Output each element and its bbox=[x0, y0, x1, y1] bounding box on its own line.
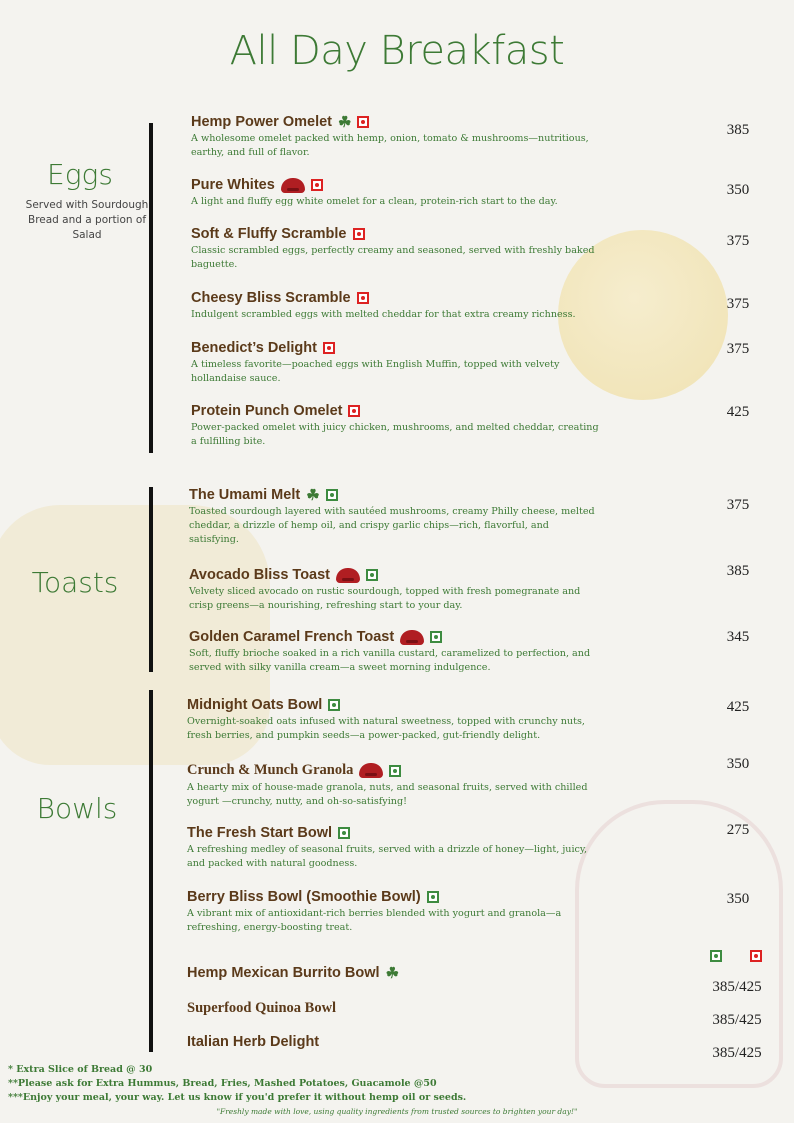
item-price: 375 bbox=[726, 341, 750, 357]
non-veg-icon bbox=[323, 342, 335, 354]
footer-note-2: **Please ask for Extra Hummus, Bread, Fries, Mashed Potatoes, Guacamole @50 bbox=[8, 1078, 437, 1089]
item-name bbox=[191, 226, 601, 242]
item-price: 385/425 bbox=[712, 1045, 762, 1061]
menu-item bbox=[191, 114, 601, 160]
item-name bbox=[187, 889, 597, 905]
item-price: 375 bbox=[726, 296, 750, 312]
item-name-text: Italian Herb Delight bbox=[187, 1034, 320, 1050]
menu-item bbox=[187, 762, 597, 809]
item-price: 350 bbox=[726, 182, 750, 198]
section-title-toasts: Toasts bbox=[31, 566, 119, 599]
item-name bbox=[191, 177, 601, 193]
menu-item bbox=[187, 697, 597, 743]
non-veg-icon bbox=[311, 179, 323, 191]
section-subtitle-eggs: Served with Sourdough Bread and a portion of Salad bbox=[25, 199, 149, 241]
section-title-bowls: Bowls bbox=[36, 792, 118, 825]
item-name-text: Pure Whites bbox=[191, 177, 275, 193]
hemp-leaf-icon: ☘ bbox=[306, 486, 320, 504]
eggs-divider bbox=[149, 123, 153, 453]
item-description: Velvety sliced avocado on rustic sourdough, topped with fresh pomegranate and crisp greens—a nourishing, refreshing start to your day. bbox=[189, 586, 581, 611]
menu-item bbox=[187, 1034, 597, 1050]
non-veg-icon bbox=[357, 116, 369, 128]
item-price: 275 bbox=[726, 822, 750, 838]
chef-hat-icon bbox=[281, 178, 305, 193]
closing-quote: "Freshly made with love, using quality ingredients from trusted sources to brighten your day!" bbox=[216, 1107, 578, 1116]
item-name bbox=[187, 1000, 597, 1017]
chef-hat-icon bbox=[400, 630, 424, 645]
item-description: A wholesome omelet packed with hemp, onion, tomato & mushrooms—nutritious, earthy, and full of flavor. bbox=[191, 133, 589, 158]
item-description: Toasted sourdough layered with sautéed mushrooms, creamy Philly cheese, melted cheddar, a drizzle of hemp oil, and crispy garlic chips—rich, flavorful, and satisfying. bbox=[189, 506, 595, 545]
menu-item bbox=[191, 226, 601, 272]
item-name-text: Crunch & Munch Granola bbox=[187, 762, 354, 778]
item-name bbox=[191, 114, 601, 130]
footer-note-1: * Extra Slice of Bread @ 30 bbox=[8, 1064, 153, 1075]
item-description: Indulgent scrambled eggs with melted cheddar for that extra creamy richness. bbox=[191, 309, 576, 320]
menu-item bbox=[187, 965, 597, 981]
item-name-text: Midnight Oats Bowl bbox=[187, 697, 323, 713]
item-price: 350 bbox=[726, 891, 750, 907]
veg-icon bbox=[366, 569, 378, 581]
item-name bbox=[191, 340, 601, 356]
menu-item bbox=[187, 889, 597, 935]
item-name-text: Golden Caramel French Toast bbox=[189, 629, 395, 645]
menu-item bbox=[191, 340, 601, 386]
footer-note-3: ***Enjoy your meal, your way. Let us know if you'd prefer it without hemp oil or seeds. bbox=[8, 1092, 467, 1103]
veg-icon bbox=[430, 631, 442, 643]
item-price: 425 bbox=[726, 404, 750, 420]
item-price: 375 bbox=[726, 233, 750, 249]
item-price: 385 bbox=[726, 563, 750, 579]
non-veg-icon bbox=[357, 292, 369, 304]
item-name bbox=[191, 290, 601, 306]
item-description: Soft, fluffy brioche soaked in a rich vanilla custard, caramelized to perfection, and served with silky vanilla cream—a sweet morning indulgence. bbox=[189, 648, 591, 673]
item-price: 425 bbox=[726, 699, 750, 715]
hemp-leaf-icon: ☘ bbox=[385, 964, 400, 982]
menu-item bbox=[187, 825, 597, 871]
item-name bbox=[187, 825, 597, 841]
item-name-text: The Fresh Start Bowl bbox=[187, 825, 333, 841]
item-description: A refreshing medley of seasonal fruits, served with a drizzle of honey—light, juicy, and packed with natural goodness. bbox=[187, 844, 588, 869]
item-name-text: Cheesy Bliss Scramble bbox=[191, 290, 351, 306]
legend-non-veg-icon bbox=[750, 950, 762, 962]
item-price: 375 bbox=[726, 497, 750, 513]
menu-item bbox=[191, 177, 601, 209]
item-description: A light and fluffy egg white omelet for a clean, protein-rich start to the day. bbox=[191, 196, 558, 207]
bowls-divider bbox=[149, 690, 153, 1052]
item-price: 385/425 bbox=[712, 1012, 762, 1028]
menu-item bbox=[189, 567, 599, 613]
item-price: 385/425 bbox=[712, 979, 762, 995]
item-name-text: The Umami Melt bbox=[189, 487, 301, 503]
non-veg-icon bbox=[348, 405, 360, 417]
toasts-divider bbox=[149, 487, 153, 672]
item-price: 350 bbox=[726, 756, 750, 772]
item-name bbox=[191, 403, 601, 419]
item-name bbox=[189, 487, 599, 503]
veg-icon bbox=[338, 827, 350, 839]
item-description: A timeless favorite—poached eggs with English Muffin, topped with velvety hollandaise sauce. bbox=[191, 359, 560, 384]
menu-item bbox=[187, 1000, 597, 1017]
item-description: A hearty mix of house-made granola, nuts, and seasonal fruits, served with chilled yogurt —crunchy, nutty, and oh-so-satisfying! bbox=[187, 782, 588, 807]
item-name-text: Avocado Bliss Toast bbox=[189, 567, 331, 583]
item-price: 345 bbox=[726, 629, 750, 645]
item-name-text: Benedict’s Delight bbox=[191, 340, 317, 356]
item-name-text: Superfood Quinoa Bowl bbox=[187, 1000, 337, 1016]
item-name-text: Protein Punch Omelet bbox=[191, 403, 343, 419]
item-description: Classic scrambled eggs, perfectly creamy and seasoned, served with freshly baked baguette. bbox=[191, 245, 595, 270]
item-name-text: Hemp Mexican Burrito Bowl bbox=[187, 965, 380, 981]
veg-icon bbox=[427, 891, 439, 903]
item-name bbox=[189, 629, 599, 645]
veg-icon bbox=[328, 699, 340, 711]
legend-veg-icon bbox=[710, 950, 722, 962]
menu-item bbox=[191, 403, 601, 449]
item-description: Overnight-soaked oats infused with natural sweetness, topped with crunchy nuts, fresh berries, and pumpkin seeds—a power-packed, gut-friendly delight. bbox=[187, 716, 585, 741]
item-name bbox=[189, 567, 599, 583]
menu-item bbox=[191, 290, 601, 322]
item-description: Power-packed omelet with juicy chicken, mushrooms, and melted cheddar, creating a fulfilling bite. bbox=[191, 422, 599, 447]
menu-item bbox=[189, 487, 599, 547]
item-description: A vibrant mix of antioxidant-rich berries blended with yogurt and granola—a refreshing, energy-boosting treat. bbox=[187, 908, 562, 933]
item-price: 385 bbox=[726, 122, 750, 138]
item-name bbox=[187, 965, 597, 981]
veg-icon bbox=[326, 489, 338, 501]
item-name bbox=[187, 697, 597, 713]
hemp-leaf-icon: ☘ bbox=[338, 113, 352, 131]
item-name bbox=[187, 762, 597, 779]
page-title: All Day Breakfast bbox=[229, 28, 565, 74]
non-veg-icon bbox=[353, 228, 365, 240]
chef-hat-icon bbox=[359, 763, 383, 778]
item-name-text: Berry Bliss Bowl (Smoothie Bowl) bbox=[187, 889, 421, 905]
menu-item bbox=[189, 629, 599, 675]
section-title-eggs: Eggs bbox=[47, 158, 113, 191]
item-name-text: Hemp Power Omelet bbox=[191, 114, 333, 130]
veg-icon bbox=[389, 765, 401, 777]
item-name bbox=[187, 1034, 597, 1050]
item-name-text: Soft & Fluffy Scramble bbox=[191, 226, 347, 242]
chef-hat-icon bbox=[336, 568, 360, 583]
